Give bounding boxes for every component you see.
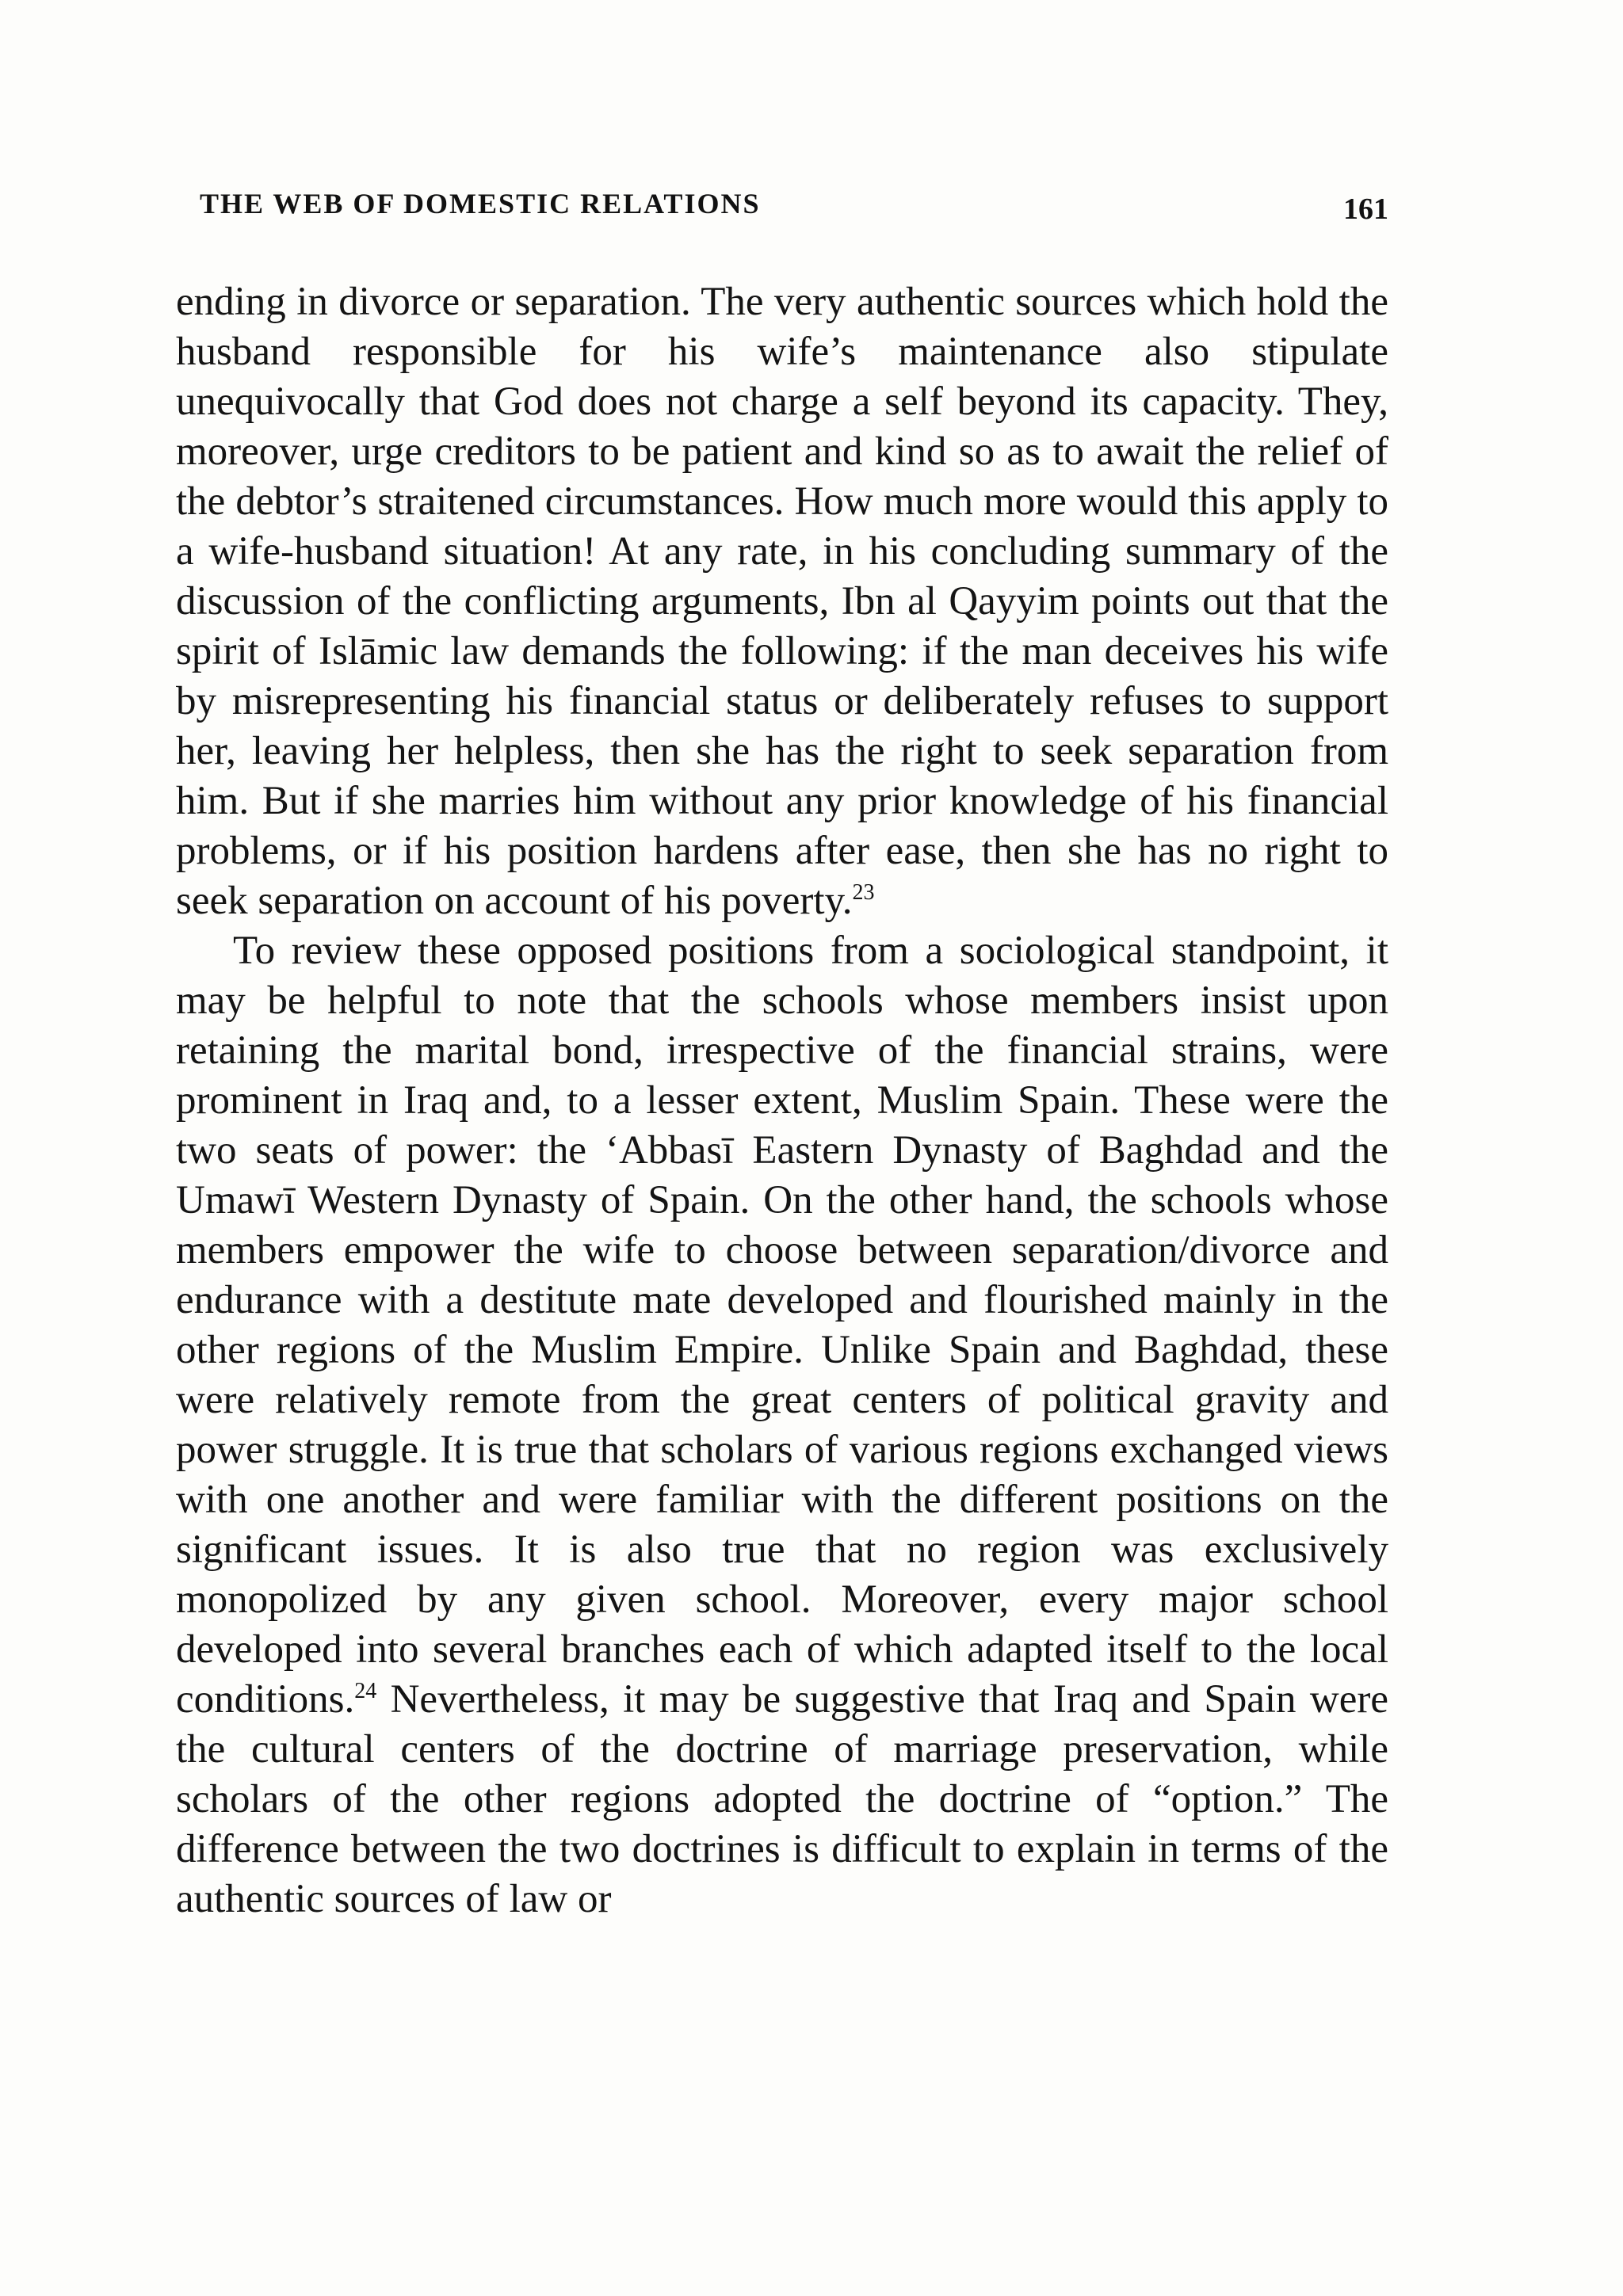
paragraph-text-continued: Nevertheless, it may be suggestive that Iraq and Spain were the cultural centers of the doctrine of marriage preservation, while scholars of the other regions adopted the doctrine of “option.” The difference between the two doctrines is difficult to explain in terms of the authentic sources of law or (176, 1677, 1388, 1921)
footnote-ref-23: 23 (852, 880, 875, 905)
page-number: 161 (1343, 193, 1388, 226)
body-text (176, 277, 1388, 1924)
footnote-ref-24: 24 (354, 1679, 377, 1703)
running-head (200, 187, 1388, 235)
running-title: THE WEB OF DOMESTIC RELATIONS (200, 188, 761, 219)
paragraph-text: To review these opposed positions from a sociological standpoint, it may be helpful to note that the schools whose members insist upon retaining the marital bond, irrespective of the financial strains, were prominent in Iraq and, to a lesser extent, Muslim Spain. These were the two seats of power: the ‘Abbasī Eastern Dynasty of Baghdad and the Umawī Western Dynasty of Spain. On the other hand, the schools whose members empower the wife to choose between separation/divorce and endurance with a destitute mate developed and flourished mainly in the other regions of the Muslim Empire. Unlike Spain and Baghdad, these were relatively remote from the great centers of political gravity and power struggle. It is true that scholars of various regions exchanged views with one another and were familiar with the different positions on the significant issues. It is also true that no region was exclusively monopolized by any given school. Moreover, every major school developed into several branches each of which adapted itself to the local conditions. (176, 929, 1388, 1722)
paragraph-text: ending in divorce or separation. The very authentic sources which hold the husband responsible for his wife’s maintenance also stipulate unequivocally that God does not charge a self beyond its capacity. They, moreover, urge creditors to be patient and kind so as to await the relief of the debtor’s straitened circumstances. How much more would this apply to a wife-husband situation! At any rate, in his concluding summary of the discussion of the conflicting arguments, Ibn al Qayyim points out that the spirit of Islāmic law demands the following: if the man deceives his wife by misrepresenting his financial status or deliberately refuses to support her, leaving her helpless, then she has the right to seek separation from him. But if she marries him without any prior knowledge of his financial problems, or if his position hardens after ease, then she has no right to seek separation on account of his poverty. (176, 280, 1388, 923)
paragraph-continuation (176, 277, 1388, 926)
paragraph-sociological-review (176, 926, 1388, 1924)
